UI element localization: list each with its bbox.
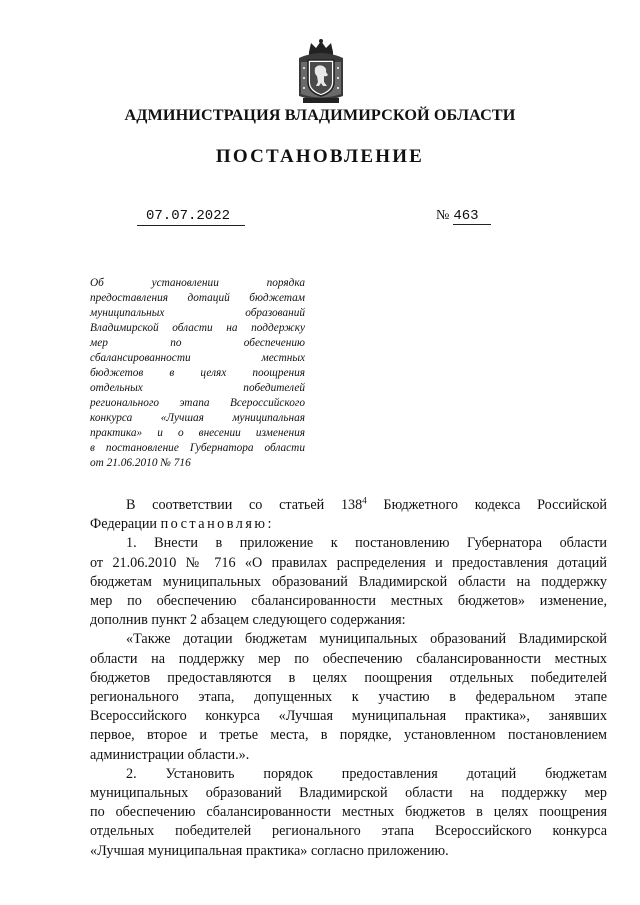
subject-line: Владимирской области на поддержку — [90, 322, 305, 334]
body-line: администрации области.». — [90, 746, 250, 763]
body-line: мер по обеспечению сбалансированности местных бюджетов» изменение, — [90, 593, 607, 610]
body-line: «Лучшая муниципальная практика» согласно приложению. — [90, 842, 449, 859]
subject-line: Об установлении порядка — [90, 277, 305, 289]
subject-line: сбалансированности местных — [90, 352, 305, 364]
body-line: Всероссийского конкурса «Лучшая муниципальная практика», занявших — [90, 708, 607, 725]
subject-line: регионального этапа Всероссийского — [90, 397, 305, 409]
subject-line: бюджетов в целях поощрения — [90, 367, 305, 379]
subject-line: от 21.06.2010 № 716 — [90, 457, 191, 469]
paragraph-quoted-amendment — [90, 630, 607, 764]
subject-line: мер по обеспечению — [90, 337, 305, 349]
article-superscript: 4 — [362, 495, 367, 506]
paragraph-preamble — [90, 496, 607, 534]
number-sign: № — [436, 208, 450, 223]
document-type-title: ПОСТАНОВЛЕНИЕ — [215, 146, 425, 167]
body-line: области на поддержку мер по обеспечению сбалансированности местных — [90, 650, 607, 667]
body-line: первое, второе и третье места, в порядке, установленном постановлением — [90, 727, 607, 744]
body-line: по обеспечению сбалансированности местных бюджетов в целях поощрения — [90, 804, 607, 821]
document-body — [90, 496, 607, 861]
body-line: 2. Установить порядок предоставления дотаций бюджетам — [126, 765, 607, 782]
document-date: 07.07.2022 — [137, 208, 245, 226]
document-number: 463 — [453, 208, 491, 225]
subject-line: практика» и о внесении изменения — [90, 427, 305, 439]
document-subject — [90, 276, 305, 471]
coat-of-arms-icon — [293, 38, 349, 106]
body-line: В соответствии со статьей $138^4$ Бюджетного кодекса Российской — [126, 495, 608, 513]
subject-line: в постановление Губернатора области — [90, 442, 305, 454]
subject-line: конкурса «Лучшая муниципальная — [90, 412, 305, 424]
body-line: от 21.06.2010 № 716 «О правилах распределения и предоставления дотаций — [90, 554, 607, 571]
body-line: «Также дотации бюджетам муниципальных образований Владимирской — [126, 631, 607, 648]
body-line: Федерации постановляю: — [90, 516, 274, 533]
body-line: регионального этапа, допущенных к участию в федеральном этапе — [90, 689, 607, 706]
subject-line: отдельных победителей — [90, 382, 305, 394]
subject-line: предоставления дотаций бюджетам — [90, 292, 305, 304]
organization-title: АДМИНИСТРАЦИЯ ВЛАДИМИРСКОЙ ОБЛАСТИ — [124, 106, 516, 124]
body-line: бюджетов предоставляются в целях поощрения отдельных победителей — [90, 669, 607, 686]
document-number-block — [436, 208, 491, 225]
paragraph-item-2 — [90, 765, 607, 861]
body-line: бюджетам муниципальных образований Владимирской области на поддержку — [90, 573, 607, 590]
subject-line: муниципальных образований — [90, 307, 305, 319]
body-line: 1. Внести в приложение к постановлению Губернатора области — [126, 535, 607, 552]
body-line: отдельных победителей регионального этапа Всероссийского конкурса — [90, 823, 607, 840]
body-line: муниципальных образований Владимирской области на поддержку мер — [90, 785, 607, 802]
resolve-word: постановляю: — [160, 516, 274, 533]
paragraph-item-1 — [90, 534, 607, 630]
body-line: дополнив пункт 2 абзацем следующего содержания: — [90, 612, 406, 629]
